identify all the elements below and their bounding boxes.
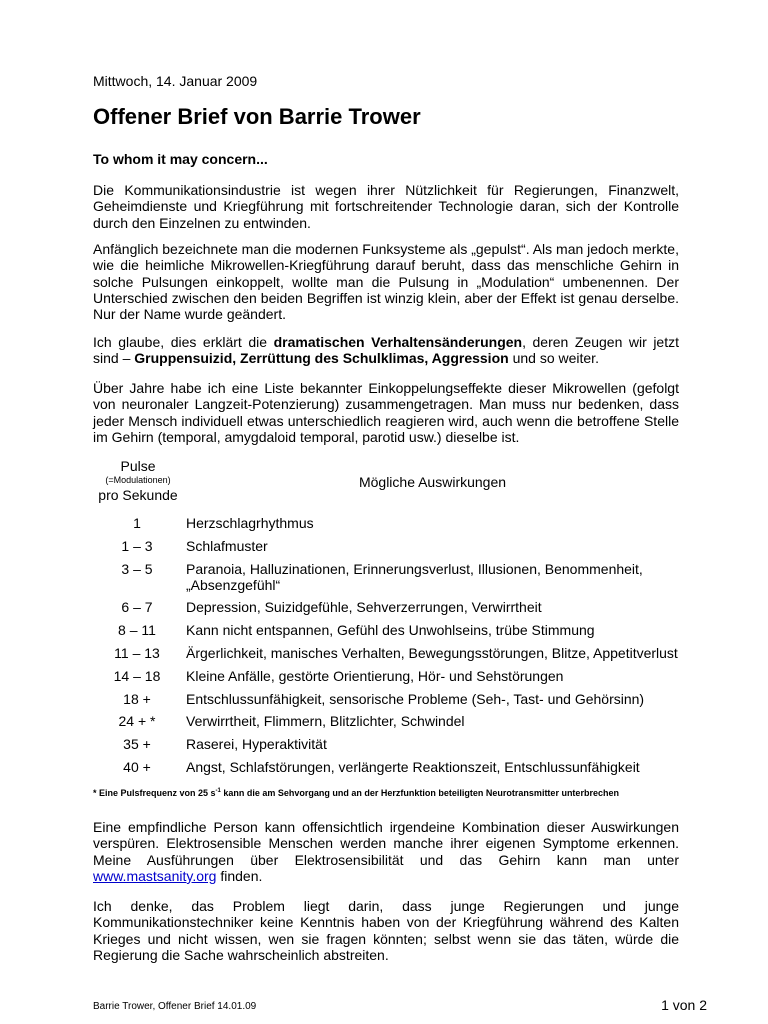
table-header-effects: Mögliche Auswirkungen	[358, 474, 507, 490]
paragraph-5-text-a: Eine empfindliche Person kann offensichtlich irgendeine Kombination dieser Auswirkungen verspüren. Elektrosensible Menschen werden manche ihrer eigenen Symptome erkennen. Meine Ausführungen über Elektrosensibilität und das Gehirn kann man unter	[93, 819, 679, 868]
paragraph-5	[93, 819, 679, 884]
effect-description: Paranoia, Halluzinationen, Erinnerungsverlust, Illusionen, Benommenheit, „Absenzgefühl“	[186, 560, 643, 593]
table-row	[93, 622, 679, 645]
table-row	[93, 736, 679, 759]
salutation: To whom it may concern...	[93, 151, 268, 167]
table-header-modulation: (=Modulationen)	[105, 475, 171, 485]
paragraph-3-bold-b: Gruppensuizid, Zerrüttung des Schulklimas, Aggression	[134, 350, 509, 367]
paragraph-3-bold-a: dramatischen Verhaltensänderungen	[273, 334, 523, 350]
footer-left: Barrie Trower, Offener Brief 14.01.09	[93, 1001, 257, 1012]
effect-description: Raserei, Hyperaktivität	[186, 736, 327, 753]
table-header-pulse	[93, 458, 183, 503]
mastsanity-link[interactable]: www.mastsanity.org	[93, 867, 217, 884]
paragraph-2: Anfänglich bezeichnete man die modernen Funksysteme als „gepulst“. Als man jedoch merkte, wie die heimliche Mikrowellen-Kriegführung darauf beruht, dass das menschliche Gehirn in solche Pulsungen einkoppelt, wollte man die Pulsung in „Modulation“ umbenennen. Der Unterschied zwischen den beiden Begriffen ist winzig klein, aber der Effekt ist genau derselbe. Nur der Name wurde geändert.	[93, 241, 679, 323]
pulse-value: 35 +	[123, 736, 151, 753]
table-row	[93, 515, 679, 538]
table-row	[93, 561, 679, 600]
pulse-value: 1 – 3	[121, 537, 153, 554]
effect-description: Angst, Schlafstörungen, verlängerte Reaktionszeit, Entschlussunfähigkeit	[186, 758, 640, 775]
letter-date: Mittwoch, 14. Januar 2009	[93, 73, 258, 89]
paragraph-3	[93, 334, 679, 367]
table-row	[93, 759, 679, 782]
pulse-value: 14 – 18	[113, 667, 161, 684]
effect-description: Herzschlagrhythmus	[186, 515, 314, 531]
table-row	[93, 713, 679, 736]
effect-description: Schlafmuster	[186, 537, 268, 554]
effect-description: Kleine Anfälle, gestörte Orientierung, Hör- und Sehstörungen	[186, 667, 564, 684]
table-row	[93, 538, 679, 561]
pulse-value: 8 – 11	[118, 622, 156, 639]
paragraph-6: Ich denke, das Problem liegt darin, dass junge Regierungen und junge Kommunikationstechniker keine Kenntnis haben von der Kriegführung während des Kalten Krieges und nicht wissen, wen sie fragen könnten; selbst wenn sie das täten, würde die Regierung die Sache wahrscheinlich abstreiten.	[93, 898, 679, 963]
effect-description: Kann nicht entspannen, Gefühl des Unwohlseins, trübe Stimmung	[186, 622, 595, 639]
footnote-superscript: -1	[215, 788, 221, 794]
paragraph-5-text-b: finden.	[216, 867, 263, 884]
pulse-value: 1	[133, 515, 141, 531]
paragraph-1: Die Kommunikationsindustrie ist wegen ihrer Nützlichkeit für Regierungen, Finanzwelt, Geheimdienste und Kriegführung mit fortschreitender Technologie daran, sich der Kontrolle durch den Einzelnen zu entwinden.	[93, 182, 679, 231]
page-number: 1 von 2	[661, 997, 707, 1013]
table-header-pulse-label: Pulse	[120, 458, 156, 474]
effect-description: Ärgerlichkeit, manisches Verhalten, Bewegungsstörungen, Blitze, Appetitverlust	[186, 644, 678, 661]
table-row	[93, 691, 679, 714]
table-footnote	[93, 788, 619, 798]
table-header-per-second: pro Sekunde	[98, 487, 178, 503]
footnote-text-b: kann die am Sehvorgang und an der Herzfunktion beteiligten Neurotransmitter unterbrechen	[220, 788, 619, 798]
paragraph-3-text-a: Ich glaube, dies erklärt die	[93, 334, 274, 350]
pulse-value: 18 +	[123, 690, 151, 707]
effect-description: Depression, Suizidgefühle, Sehverzerrungen, Verwirrtheit	[186, 599, 542, 616]
pulse-value: 40 +	[123, 758, 151, 775]
paragraph-4: Über Jahre habe ich eine Liste bekannter Einkoppelungseffekte dieser Mikrowellen (gefolgt von neuronaler Langzeit-Potenzierung) zusammengetragen. Man muss nur bedenken, dass jeder Mensch individuell etwas unterschiedlich reagieren wird, auch wenn die betroffene Stelle im Gehirn (temporal, amygdaloid temporal, parotid usw.) dieselbe ist.	[93, 380, 679, 445]
footnote-text-a: * Eine Pulsfrequenz von 25 s	[93, 788, 216, 798]
effect-description: Entschlussunfähigkeit, sensorische Probleme (Seh-, Tast- und Gehörsinn)	[186, 690, 645, 707]
paragraph-3-text-c: und so weiter.	[508, 350, 599, 367]
effects-table	[93, 515, 679, 782]
pulse-value: 3 – 5	[121, 560, 153, 577]
pulse-value: 24 + *	[118, 713, 156, 730]
pulse-value: 11 – 13	[114, 644, 160, 661]
table-row	[93, 599, 679, 622]
effect-description: Verwirrtheit, Flimmern, Blitzlichter, Schwindel	[186, 713, 465, 730]
table-row	[93, 645, 679, 668]
paragraph-3-text-b: , deren Zeugen wir jetzt sind –	[93, 334, 679, 367]
pulse-value: 6 – 7	[121, 599, 153, 616]
table-row	[93, 668, 679, 691]
effects-table-body	[93, 515, 679, 782]
letter-title: Offener Brief von Barrie Trower	[93, 104, 421, 129]
